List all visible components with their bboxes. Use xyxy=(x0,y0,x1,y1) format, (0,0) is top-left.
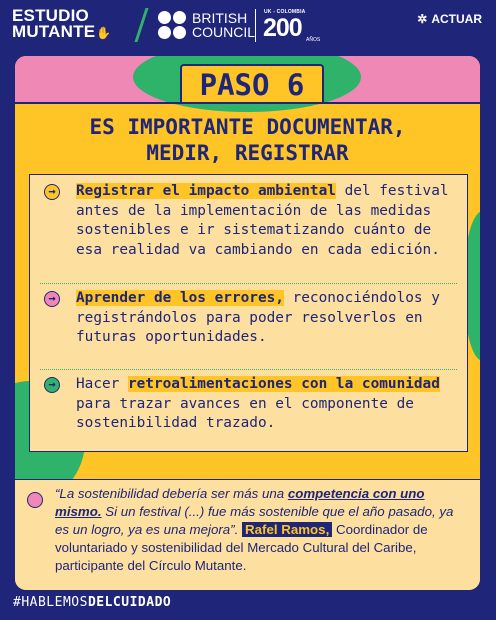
step-title: PASO 6 xyxy=(180,64,324,104)
quote-text xyxy=(55,485,467,575)
estudio-mutante-logo[interactable] xyxy=(12,8,111,41)
british-council-dots-icon xyxy=(158,11,188,41)
quote-role: Coordinador de voluntariado y sostenibilidad del Mercado Cultural del Caribe, participante del Círculo Mutante. xyxy=(55,522,428,573)
band-line xyxy=(15,102,480,104)
arrow-right-icon: → xyxy=(44,184,60,200)
quote-part2: Si un festival (...) fue más sostenible que el año pasado, ya es un logro, ya es una mejora”. xyxy=(55,504,454,537)
list-item xyxy=(44,289,458,348)
header-separator xyxy=(255,9,256,42)
quote-box xyxy=(15,479,480,591)
quote-bullet-icon xyxy=(27,492,43,508)
heading-line1: ES IMPORTANTE DOCUMENTAR, xyxy=(89,115,406,139)
quote-bold: competencia con uno mismo. xyxy=(55,486,425,519)
item-highlight: retroalimentaciones con la comunidad xyxy=(127,376,440,392)
slash-divider xyxy=(134,8,148,42)
british-line2: COUNCIL xyxy=(192,24,256,40)
hashtag-part-b: DELCUIDADO xyxy=(87,595,172,610)
quote-part1: “La sostenibilidad debería ser más una xyxy=(55,486,288,501)
arrow-right-icon: → xyxy=(44,377,60,393)
item-text-before: Hacer xyxy=(76,376,128,392)
hand-icon: ✋ xyxy=(96,26,112,40)
list-item xyxy=(44,375,458,434)
actuar-link[interactable] xyxy=(417,12,482,26)
british-council-logo[interactable] xyxy=(192,11,255,39)
anniversary-number: 200 xyxy=(263,14,302,42)
item-text: reconociéndolos y registrándolos para poder resolverlos en futuras oportunidades. xyxy=(76,290,440,345)
anniversary-top: UK - COLOMBIA xyxy=(264,9,306,15)
step-card xyxy=(14,55,481,591)
header xyxy=(0,0,496,52)
anniversary-sub: AÑOS xyxy=(306,37,321,43)
list-item xyxy=(44,182,458,260)
brand-line1: ESTUDIO xyxy=(12,6,89,25)
quote-author: Rafel Ramos, xyxy=(242,522,332,537)
step-heading xyxy=(15,114,480,166)
actuar-icon: ✲ xyxy=(417,12,428,26)
item-highlight: Aprender de los errores, xyxy=(76,290,284,306)
heading-line2: MEDIR, REGISTRAR xyxy=(146,141,349,165)
list-divider xyxy=(40,283,457,284)
hashtag-part-a: #HABLEMOS xyxy=(13,595,88,610)
hashtag[interactable] xyxy=(13,595,171,610)
brand-line2: MUTANTE xyxy=(12,22,96,41)
actuar-label: ACTUAR xyxy=(431,12,482,26)
item-highlight: Registrar el impacto ambiental xyxy=(76,183,336,199)
item-text: para trazar avances en el componente de sostenibilidad trazado. xyxy=(76,395,414,431)
arrow-right-icon: → xyxy=(44,291,60,307)
recommendation-list xyxy=(29,174,468,452)
british-line1: BRITISH xyxy=(192,10,248,26)
item-text: del festival antes de la implementación de las medidas sostenibles e ir sistematizando cuánto de esa realidad va cambiando en cada edición. xyxy=(76,183,449,258)
list-divider xyxy=(40,369,457,370)
